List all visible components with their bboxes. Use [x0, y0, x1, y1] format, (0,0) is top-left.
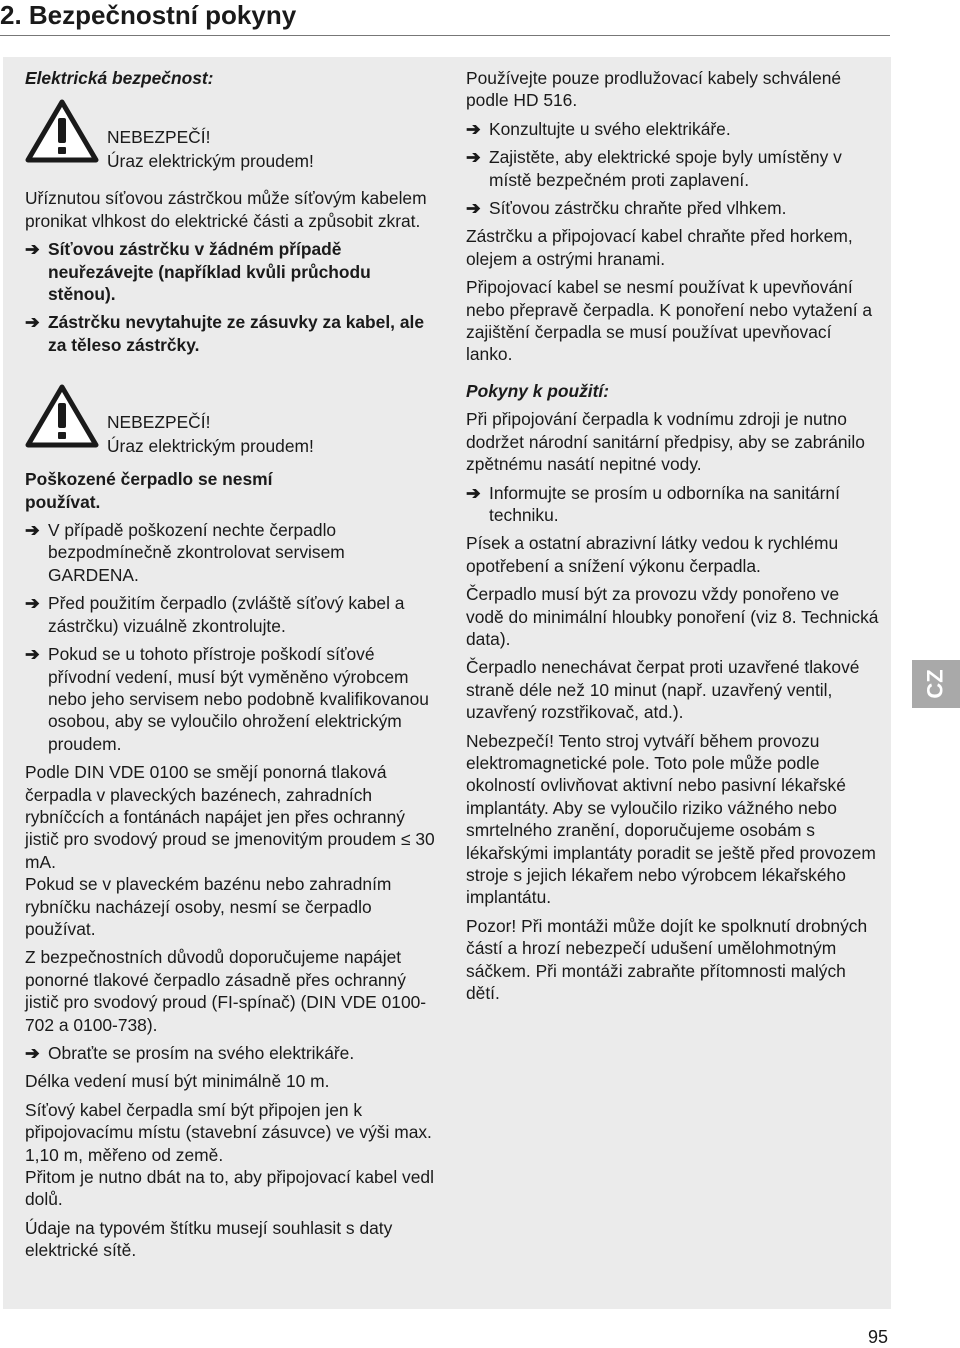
bullet-text: Síťovou zástrčku chraňte před vlhkem.: [489, 198, 787, 219]
paragraph: Uříznutou síťovou zástrčkou může síťovým kabelem pronikat vlhkost do elektrické části a způsobit zkrat.: [25, 188, 427, 231]
right-column: [466, 67, 881, 1010]
warning-block-2: [25, 384, 440, 458]
bullet-text: Pokud se u tohoto přístroje poškodí síťové přívodní vedení, musí být vyměněno výrobcem nebo jeho servisem nebo podobně kvalifikovanou osobou, aby se vyloučilo ohrožení elektrickým proudem.: [48, 644, 429, 754]
bold-statement: Poškozené čerpadlo se nesmí používat.: [25, 469, 273, 512]
bullet-item: [25, 519, 440, 586]
paragraph: Nebezpečí! Tento stroj vytváří během provozu elektromagnetické pole. Toto pole může podle okolností ovlivňovat aktivní nebo pasivní lékařské implantáty. Aby se vyloučilo riziko vážného nebo smrtelného zranění, doporučujeme osobám s lékařskými implantáty poradit se ještě před provozem stroje s jejich lékařem nebo výrobcem lékařského implantátu.: [466, 730, 876, 908]
paragraph: Používejte pouze prodlužovací kabely schválené podle HD 516.: [466, 68, 842, 111]
arrow-right-icon: ➔: [25, 1043, 40, 1063]
page-number: 95: [868, 1327, 889, 1347]
arrow-right-icon: ➔: [25, 644, 40, 665]
paragraph: Z bezpečnostních důvodů doporučujeme napájet ponorné tlakové čerpadlo zásadně přes ochranný jistič pro svodový proud (FI-spínač) (DIN VDE 0100-702 a 0100-738).: [25, 947, 427, 1035]
paragraph: Připojovací kabel se nesmí používat k upevňování nebo přepravě čerpadla. K ponoření nebo vytažení a zajištění čerpadla se musí používat upevňovací lanko.: [466, 277, 873, 365]
bullet-text: V případě poškození nechte čerpadlo bezpodmínečně zkontrolovat servisem GARDENA.: [48, 520, 345, 585]
paragraph: Délka vedení musí být minimálně 10 m.: [25, 1071, 330, 1092]
paragraph: Čerpadlo musí být za provozu vždy ponořeno ve vodě do minimální hloubky ponoření (viz 8. Technická data).: [466, 584, 879, 649]
paragraph: Podle DIN VDE 0100 se smějí ponorná tlaková čerpadla v plaveckých bazénech, zahradních rybníčcích a fontánách napájet jen přes ochranný jistič pro svodový proud se jmenovitým proudem ≤ 30 mA.: [25, 762, 435, 872]
section-heading-usage: Pokyny k použití:: [466, 380, 610, 401]
section-heading-electrical: Elektrická bezpečnost:: [25, 68, 214, 88]
arrow-right-icon: ➔: [466, 147, 481, 168]
arrow-right-icon: ➔: [25, 312, 40, 333]
bullet-item: [25, 592, 440, 637]
paragraph: Zástrčku a připojovací kabel chraňte před horkem, olejem a ostrými hranami.: [466, 226, 853, 269]
bullet-item: [466, 146, 881, 191]
arrow-right-icon: ➔: [466, 118, 481, 139]
paragraph: Při připojování čerpadla k vodnímu zdroji je nutno dodržet národní sanitární předpisy, aby se zabránilo zpětnému nasátí nepitné vody.: [466, 409, 865, 475]
arrow-right-icon: ➔: [25, 593, 40, 614]
arrow-right-icon: ➔: [25, 520, 40, 541]
bullet-item: [466, 482, 881, 527]
bullet-item: [466, 197, 881, 219]
warning-block-1: [25, 99, 440, 173]
left-column: [25, 67, 440, 1268]
paragraph: Písek a ostatní abrazivní látky vedou k rychlému opotřebení a snížení výkonu čerpadla.: [466, 533, 839, 576]
paragraph: Síťový kabel čerpadla smí být připojen jen k připojovacímu místu (stavební zásuvce) ve výši max. 1,10 m, měřeno od země.: [25, 1099, 432, 1165]
bullet-item: [25, 1042, 440, 1064]
warning-subtitle-2: Úraz elektrickým proudem!: [107, 436, 314, 457]
paragraph: Čerpadlo nenechávat čerpat proti uzavřené tlakové straně déle než 10 minut (např. uzavřený ventil, uzavřený rozstřikovač, atd.).: [466, 657, 860, 723]
paragraph: Údaje na typovém štítku musejí souhlasit s daty elektrické sítě.: [25, 1217, 393, 1261]
paragraph: Přitom je nutno dbát na to, aby připojovací kabel vedl dolů.: [25, 1167, 434, 1210]
arrow-right-icon: ➔: [25, 239, 40, 260]
title-divider: [0, 35, 890, 36]
bullet-text: Síťovou zástrčku v žádném případě neuřezávejte (například kvůli průchodu stěnou).: [48, 239, 371, 305]
bullet-text: Obraťte se prosím na svého elektrikáře.: [48, 1043, 355, 1063]
arrow-right-icon: ➔: [466, 482, 481, 503]
bullet-text: Zajistěte, aby elektrické spoje byly umístěny v místě bezpečném proti zaplavení.: [489, 147, 842, 190]
paragraph: Pozor! Při montáži může dojít ke spolknutí drobných částí a hrozí nebezpečí udušení umělohmotným sáčkem. Při montáži zabraňte přítomnosti malých dětí.: [466, 915, 868, 1004]
bullet-text: Informujte se prosím u odborníka na sanitární techniku.: [489, 482, 840, 525]
arrow-right-icon: ➔: [466, 198, 481, 219]
page-title: 2. Bezpečnostní pokyny: [0, 0, 297, 30]
warning-title-2: NEBEZPEČÍ!: [107, 412, 211, 433]
warning-title-1: NEBEZPEČÍ!: [107, 127, 211, 148]
bullet-text: Zástrčku nevytahujte ze zásuvky za kabel, ale za těleso zástrčky.: [48, 312, 425, 355]
language-tab-label: CZ: [922, 669, 948, 699]
warning-triangle-icon: [25, 384, 99, 448]
paragraph: Pokud se v plaveckém bazénu nebo zahradním rybníčku nacházejí osoby, nesmí se čerpadlo používat.: [25, 874, 392, 939]
bullet-item: [466, 118, 881, 140]
bullet-text: Před použitím čerpadlo (zvláště síťový kabel a zástrčku) vizuálně zkontrolujte.: [48, 593, 405, 636]
warning-subtitle-1: Úraz elektrickým proudem!: [107, 151, 314, 172]
bullet-item: [25, 238, 440, 305]
bullet-text: Konzultujte u svého elektrikáře.: [489, 118, 731, 139]
warning-triangle-icon: [25, 99, 99, 163]
bullet-item: [25, 643, 440, 755]
language-tab: [912, 660, 960, 708]
bullet-item: [25, 311, 440, 356]
